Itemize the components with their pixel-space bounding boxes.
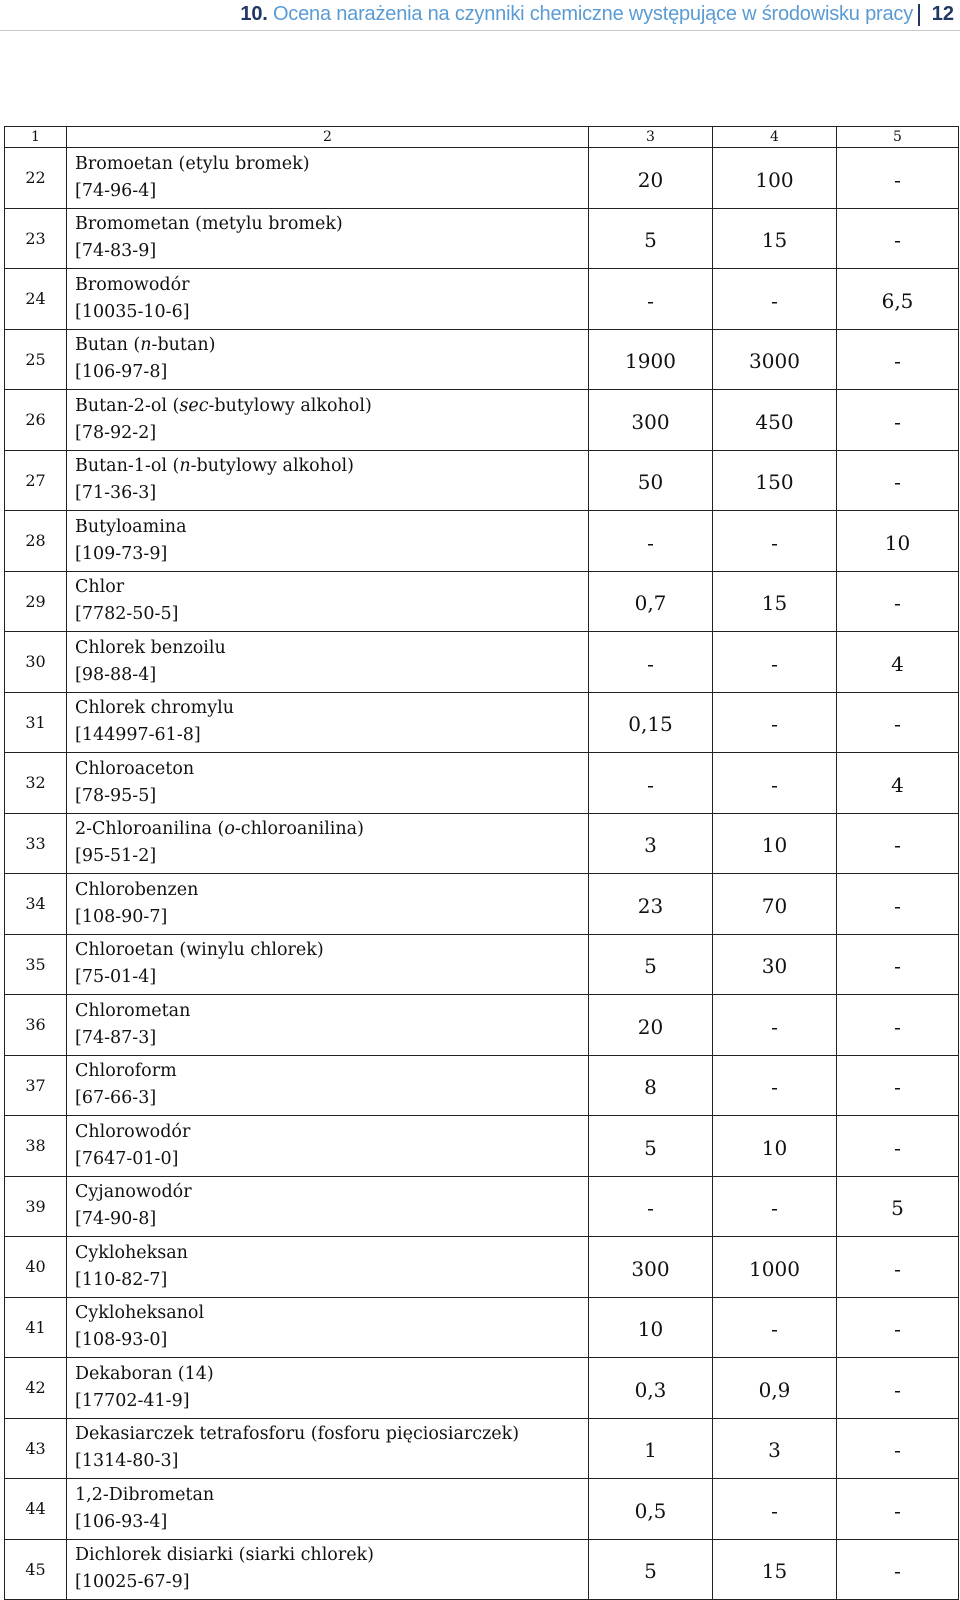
value-c4: 30 — [713, 934, 837, 995]
substance-name: Cykloheksanol — [75, 1303, 205, 1324]
substance-cell — [67, 571, 589, 632]
cas-number: [98-88-4] — [75, 664, 157, 685]
substance-cell — [67, 390, 589, 451]
value-c5: 5 — [837, 1176, 959, 1237]
value-c3: 0,15 — [589, 692, 713, 753]
substance-cell — [67, 692, 589, 753]
table-row — [5, 995, 959, 1056]
value-c5: - — [837, 1358, 959, 1419]
column-header: 4 — [713, 127, 837, 148]
table-row — [5, 390, 959, 451]
page-number: 12 — [931, 3, 954, 25]
header-divider — [918, 4, 920, 26]
value-c3: 0,3 — [589, 1358, 713, 1419]
substance-name: Chloroaceton — [75, 758, 195, 779]
value-c3: 3 — [589, 813, 713, 874]
substance-cell — [67, 934, 589, 995]
value-c4: - — [713, 995, 837, 1056]
cas-number: [78-92-2] — [75, 422, 157, 443]
row-number: 30 — [5, 632, 67, 693]
value-c3: 0,7 — [589, 571, 713, 632]
substance-cell — [67, 753, 589, 814]
substance-cell — [67, 1358, 589, 1419]
column-header: 3 — [589, 127, 713, 148]
cas-number: [108-93-0] — [75, 1330, 168, 1351]
value-c3: 5 — [589, 1116, 713, 1177]
value-c4: 10 — [713, 1116, 837, 1177]
value-c3: 8 — [589, 1055, 713, 1116]
table-row — [5, 1358, 959, 1419]
value-c3: 300 — [589, 1237, 713, 1298]
chapter-title: Ocena narażenia na czynniki chemiczne występujące w środowisku pracy — [272, 3, 913, 25]
cas-number: [74-87-3] — [75, 1027, 157, 1048]
substance-cell — [67, 874, 589, 935]
table-row — [5, 571, 959, 632]
row-number: 33 — [5, 813, 67, 874]
cas-number: [7647-01-0] — [75, 1148, 179, 1169]
substance-cell — [67, 511, 589, 572]
substance-name: Butyloamina — [75, 516, 187, 537]
table-row — [5, 1418, 959, 1479]
row-number: 45 — [5, 1539, 67, 1600]
substance-name: Bromometan (metylu bromek) — [75, 214, 343, 235]
substance-cell — [67, 813, 589, 874]
cas-number: [78-95-5] — [75, 785, 157, 806]
value-c3: 0,5 — [589, 1479, 713, 1540]
substance-name: 2-Chloroanilina (o-chloroanilina) — [75, 819, 364, 840]
value-c5: - — [837, 934, 959, 995]
value-c4: - — [713, 753, 837, 814]
column-header: 2 — [67, 127, 589, 148]
value-c4: - — [713, 1176, 837, 1237]
value-c3: - — [589, 511, 713, 572]
row-number: 24 — [5, 269, 67, 330]
cas-number: [110-82-7] — [75, 1269, 168, 1290]
row-number: 36 — [5, 995, 67, 1056]
cas-number: [1314-80-3] — [75, 1451, 179, 1472]
cas-number: [106-93-4] — [75, 1511, 168, 1532]
value-c4: 100 — [713, 148, 837, 209]
row-number: 39 — [5, 1176, 67, 1237]
value-c3: 10 — [589, 1297, 713, 1358]
substance-cell — [67, 1539, 589, 1600]
table-row — [5, 692, 959, 753]
row-number: 40 — [5, 1237, 67, 1298]
value-c5: 6,5 — [837, 269, 959, 330]
row-number: 44 — [5, 1479, 67, 1540]
value-c3: 5 — [589, 934, 713, 995]
value-c3: 1 — [589, 1418, 713, 1479]
substance-cell — [67, 148, 589, 209]
value-c3: - — [589, 753, 713, 814]
substance-name: Chlorek benzoilu — [75, 637, 226, 658]
substance-name: Cyjanowodór — [75, 1182, 192, 1203]
value-c4: 150 — [713, 450, 837, 511]
value-c5: - — [837, 995, 959, 1056]
table-row — [5, 1297, 959, 1358]
value-c3: 5 — [589, 208, 713, 269]
table-row — [5, 813, 959, 874]
table-row — [5, 1539, 959, 1600]
table-row — [5, 1055, 959, 1116]
value-c5: 4 — [837, 753, 959, 814]
value-c5: - — [837, 1479, 959, 1540]
value-c5: - — [837, 1418, 959, 1479]
substance-cell — [67, 632, 589, 693]
substance-cell — [67, 450, 589, 511]
table-row — [5, 632, 959, 693]
table-row — [5, 148, 959, 209]
substance-name: Dekaboran (14) — [75, 1363, 214, 1384]
substance-name: Chlorobenzen — [75, 879, 199, 900]
column-header: 1 — [5, 127, 67, 148]
row-number: 26 — [5, 390, 67, 451]
row-number: 34 — [5, 874, 67, 935]
table-row — [5, 934, 959, 995]
value-c4: 70 — [713, 874, 837, 935]
cas-number: [7782-50-5] — [75, 604, 179, 625]
substance-name: Cykloheksan — [75, 1242, 188, 1263]
value-c5: 10 — [837, 511, 959, 572]
row-number: 43 — [5, 1418, 67, 1479]
row-number: 29 — [5, 571, 67, 632]
cas-number: [106-97-8] — [75, 362, 168, 383]
value-c4: 10 — [713, 813, 837, 874]
column-header-row — [5, 127, 959, 148]
value-c3: 1900 — [589, 329, 713, 390]
value-c5: - — [837, 874, 959, 935]
table-row — [5, 753, 959, 814]
table-row — [5, 874, 959, 935]
row-number: 25 — [5, 329, 67, 390]
cas-number: [67-66-3] — [75, 1088, 157, 1109]
value-c5: - — [837, 450, 959, 511]
value-c5: - — [837, 1539, 959, 1600]
value-c4: - — [713, 1055, 837, 1116]
table-row — [5, 1237, 959, 1298]
substance-name: Chloroform — [75, 1061, 177, 1082]
table-row — [5, 511, 959, 572]
value-c4: - — [713, 1479, 837, 1540]
value-c5: - — [837, 1237, 959, 1298]
value-c3: 50 — [589, 450, 713, 511]
value-c5: - — [837, 390, 959, 451]
value-c3: 20 — [589, 148, 713, 209]
value-c3: 300 — [589, 390, 713, 451]
table-row — [5, 450, 959, 511]
value-c5: 4 — [837, 632, 959, 693]
cas-number: [71-36-3] — [75, 483, 157, 504]
value-c5: - — [837, 813, 959, 874]
cas-number: [74-96-4] — [75, 180, 157, 201]
value-c4: 15 — [713, 1539, 837, 1600]
value-c4: 0,9 — [713, 1358, 837, 1419]
value-c3: 20 — [589, 995, 713, 1056]
substance-cell — [67, 1418, 589, 1479]
substance-name: Chlorek chromylu — [75, 698, 235, 719]
cas-number: [75-01-4] — [75, 967, 157, 988]
chapter-number: 10. — [240, 3, 268, 25]
row-number: 31 — [5, 692, 67, 753]
row-number: 37 — [5, 1055, 67, 1116]
value-c3: - — [589, 632, 713, 693]
row-number: 38 — [5, 1116, 67, 1177]
value-c4: - — [713, 1297, 837, 1358]
value-c5: - — [837, 148, 959, 209]
value-c5: - — [837, 1116, 959, 1177]
substance-cell — [67, 1237, 589, 1298]
cas-number: [109-73-9] — [75, 543, 168, 564]
substance-cell — [67, 208, 589, 269]
substance-name: Chlorowodór — [75, 1121, 191, 1142]
substances-table — [4, 126, 959, 1600]
row-number: 22 — [5, 148, 67, 209]
substance-cell — [67, 1176, 589, 1237]
substance-cell — [67, 995, 589, 1056]
substance-cell — [67, 329, 589, 390]
cas-number: [10035-10-6] — [75, 301, 190, 322]
value-c4: 450 — [713, 390, 837, 451]
value-c5: - — [837, 571, 959, 632]
substance-name: Dekasiarczek tetrafosforu (fosforu pięciosiarczek) — [75, 1424, 520, 1445]
cas-number: [108-90-7] — [75, 906, 168, 927]
substance-name: Bromowodór — [75, 274, 190, 295]
substance-name: Chlorometan — [75, 1000, 191, 1021]
substance-name: 1,2-Dibrometan — [75, 1484, 215, 1505]
value-c3: 23 — [589, 874, 713, 935]
value-c5: - — [837, 208, 959, 269]
value-c5: - — [837, 1055, 959, 1116]
value-c4: 3000 — [713, 329, 837, 390]
cas-number: [74-83-9] — [75, 241, 157, 262]
substance-name: Butan-1-ol (n-butylowy alkohol) — [75, 456, 354, 477]
value-c3: - — [589, 1176, 713, 1237]
value-c4: - — [713, 511, 837, 572]
value-c4: - — [713, 269, 837, 330]
value-c5: - — [837, 329, 959, 390]
table-row — [5, 269, 959, 330]
substance-cell — [67, 1297, 589, 1358]
value-c4: 15 — [713, 571, 837, 632]
table-row — [5, 1176, 959, 1237]
value-c5: - — [837, 1297, 959, 1358]
table-row — [5, 208, 959, 269]
row-number: 42 — [5, 1358, 67, 1419]
cas-number: [74-90-8] — [75, 1209, 157, 1230]
value-c4: 1000 — [713, 1237, 837, 1298]
substance-name: Chlor — [75, 577, 125, 598]
substance-cell — [67, 269, 589, 330]
row-number: 35 — [5, 934, 67, 995]
substance-name: Butan (n-butan) — [75, 335, 216, 356]
row-number: 23 — [5, 208, 67, 269]
value-c4: 15 — [713, 208, 837, 269]
chapter-heading — [240, 3, 913, 26]
substance-name: Chloroetan (winylu chlorek) — [75, 940, 324, 961]
cas-number: [144997-61-8] — [75, 725, 201, 746]
row-number: 28 — [5, 511, 67, 572]
page-header — [0, 0, 960, 30]
substance-cell — [67, 1116, 589, 1177]
value-c3: 5 — [589, 1539, 713, 1600]
value-c5: - — [837, 692, 959, 753]
column-header: 5 — [837, 127, 959, 148]
substance-name: Dichlorek disiarki (siarki chlorek) — [75, 1545, 374, 1566]
header-rule — [0, 30, 960, 31]
value-c4: 3 — [713, 1418, 837, 1479]
substance-cell — [67, 1055, 589, 1116]
cas-number: [95-51-2] — [75, 846, 157, 867]
cas-number: [10025-67-9] — [75, 1572, 190, 1593]
value-c3: - — [589, 269, 713, 330]
substance-name: Butan-2-ol (sec-butylowy alkohol) — [75, 395, 372, 416]
value-c4: - — [713, 632, 837, 693]
row-number: 27 — [5, 450, 67, 511]
table-row — [5, 329, 959, 390]
substance-name: Bromoetan (etylu bromek) — [75, 153, 310, 174]
table-row — [5, 1116, 959, 1177]
row-number: 32 — [5, 753, 67, 814]
row-number: 41 — [5, 1297, 67, 1358]
value-c4: - — [713, 692, 837, 753]
cas-number: [17702-41-9] — [75, 1390, 190, 1411]
